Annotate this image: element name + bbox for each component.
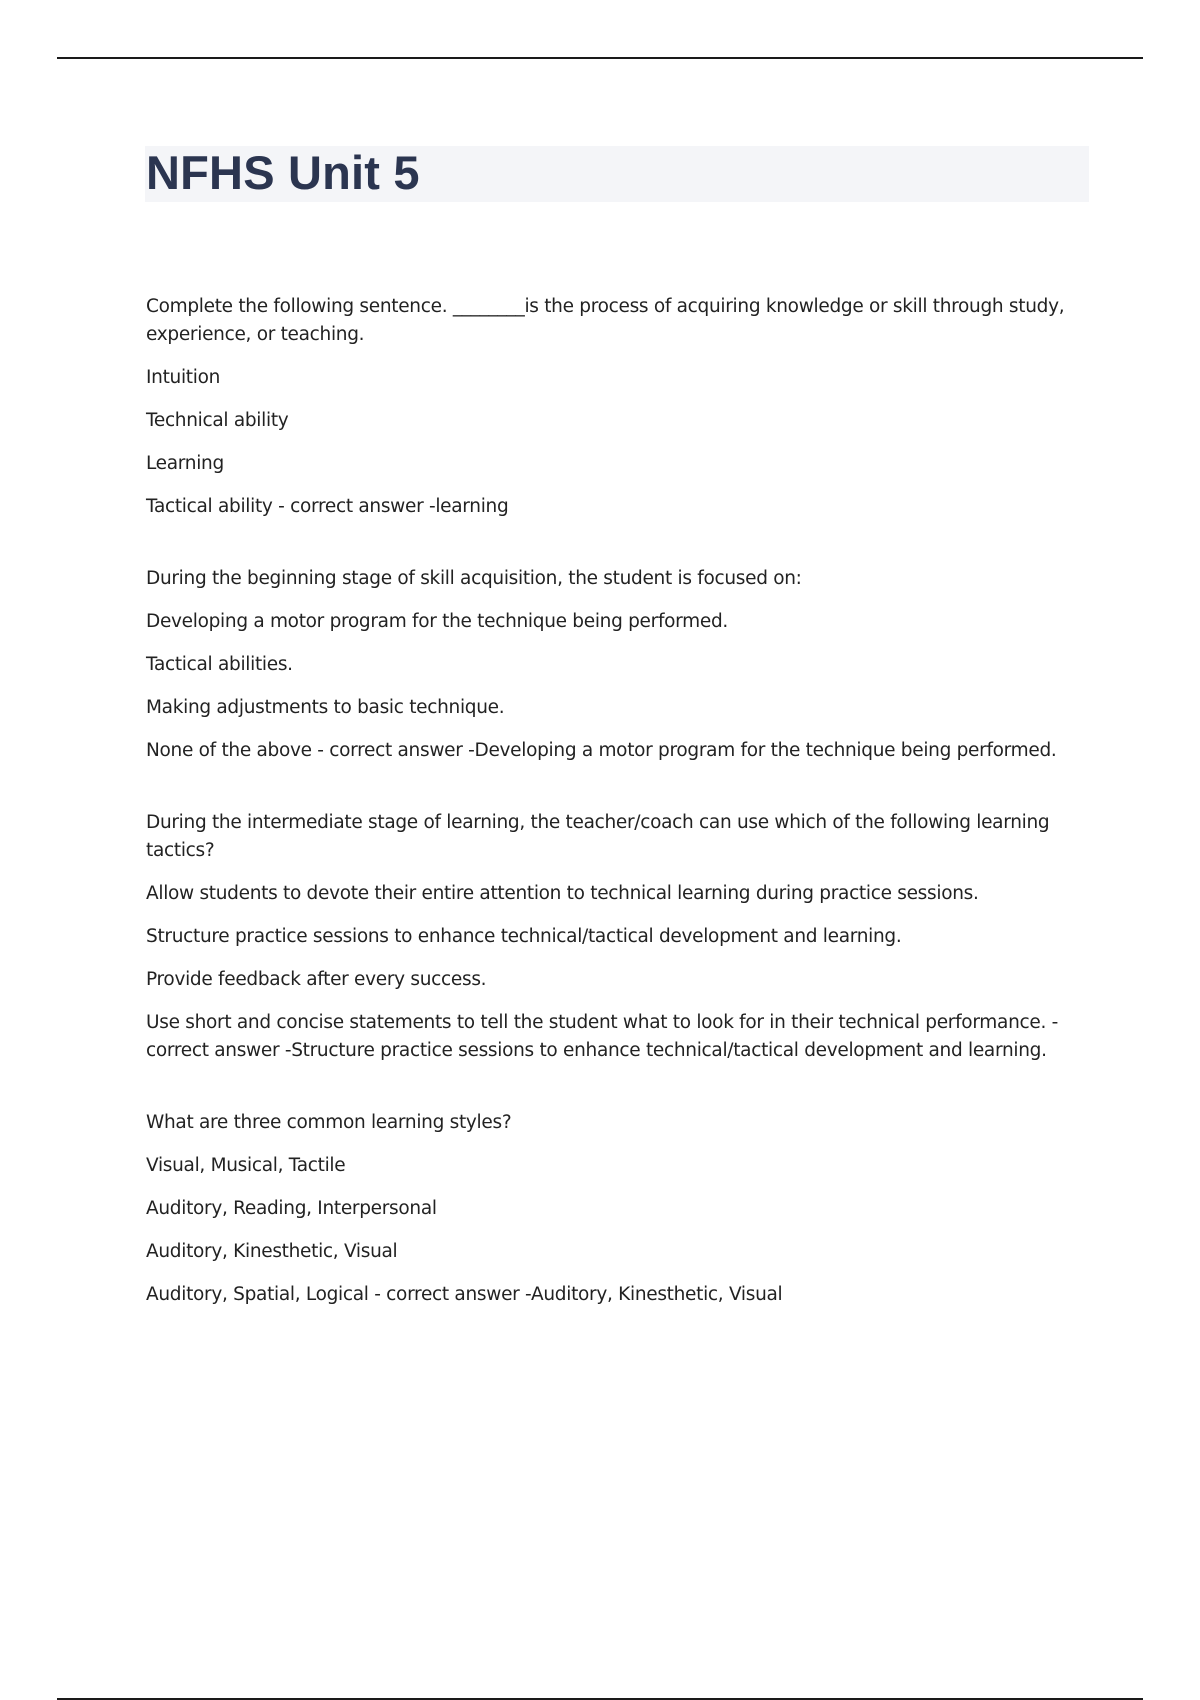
question-3	[146, 809, 1086, 1065]
answer-option: Intuition	[146, 367, 221, 388]
question-1	[146, 293, 1086, 521]
answer-option: Auditory, Kinesthetic, Visual	[146, 1241, 398, 1262]
question-prompt: During the intermediate stage of learning, the teacher/coach can use which of the following learning tactics?	[146, 812, 1050, 861]
answer-option: None of the above - correct answer -Developing a motor program for the technique being performed.	[146, 740, 1057, 761]
answer-option: Auditory, Reading, Interpersonal	[146, 1198, 437, 1219]
answer-option: Allow students to devote their entire attention to technical learning during practice sessions.	[146, 883, 979, 904]
question-2	[146, 565, 1086, 765]
question-prompt: During the beginning stage of skill acquisition, the student is focused on:	[146, 568, 802, 589]
answer-option: Developing a motor program for the technique being performed.	[146, 611, 728, 632]
answer-option: Learning	[146, 453, 224, 474]
answer-option: Tactical ability - correct answer -learning	[146, 496, 509, 517]
answer-option: Use short and concise statements to tell the student what to look for in their technical performance. - correct answer -Structure practice sessions to enhance technical/tactical development and learning.	[146, 1012, 1058, 1061]
question-prompt: Complete the following sentence. ________is the process of acquiring knowledge or skill through study, experience, or teaching.	[146, 296, 1065, 345]
answer-option: Tactical abilities.	[146, 654, 293, 675]
question-4	[146, 1109, 1086, 1309]
answer-option: Technical ability	[146, 410, 289, 431]
answer-option: Structure practice sessions to enhance technical/tactical development and learning.	[146, 926, 902, 947]
document-body	[146, 293, 1086, 1353]
answer-option: Making adjustments to basic technique.	[146, 697, 505, 718]
top-rule	[57, 57, 1143, 59]
question-prompt: What are three common learning styles?	[146, 1112, 512, 1133]
answer-option: Auditory, Spatial, Logical - correct answer -Auditory, Kinesthetic, Visual	[146, 1284, 783, 1305]
answer-option: Visual, Musical, Tactile	[146, 1155, 346, 1176]
page-title: NFHS Unit 5	[146, 146, 420, 199]
answer-option: Provide feedback after every success.	[146, 969, 487, 990]
